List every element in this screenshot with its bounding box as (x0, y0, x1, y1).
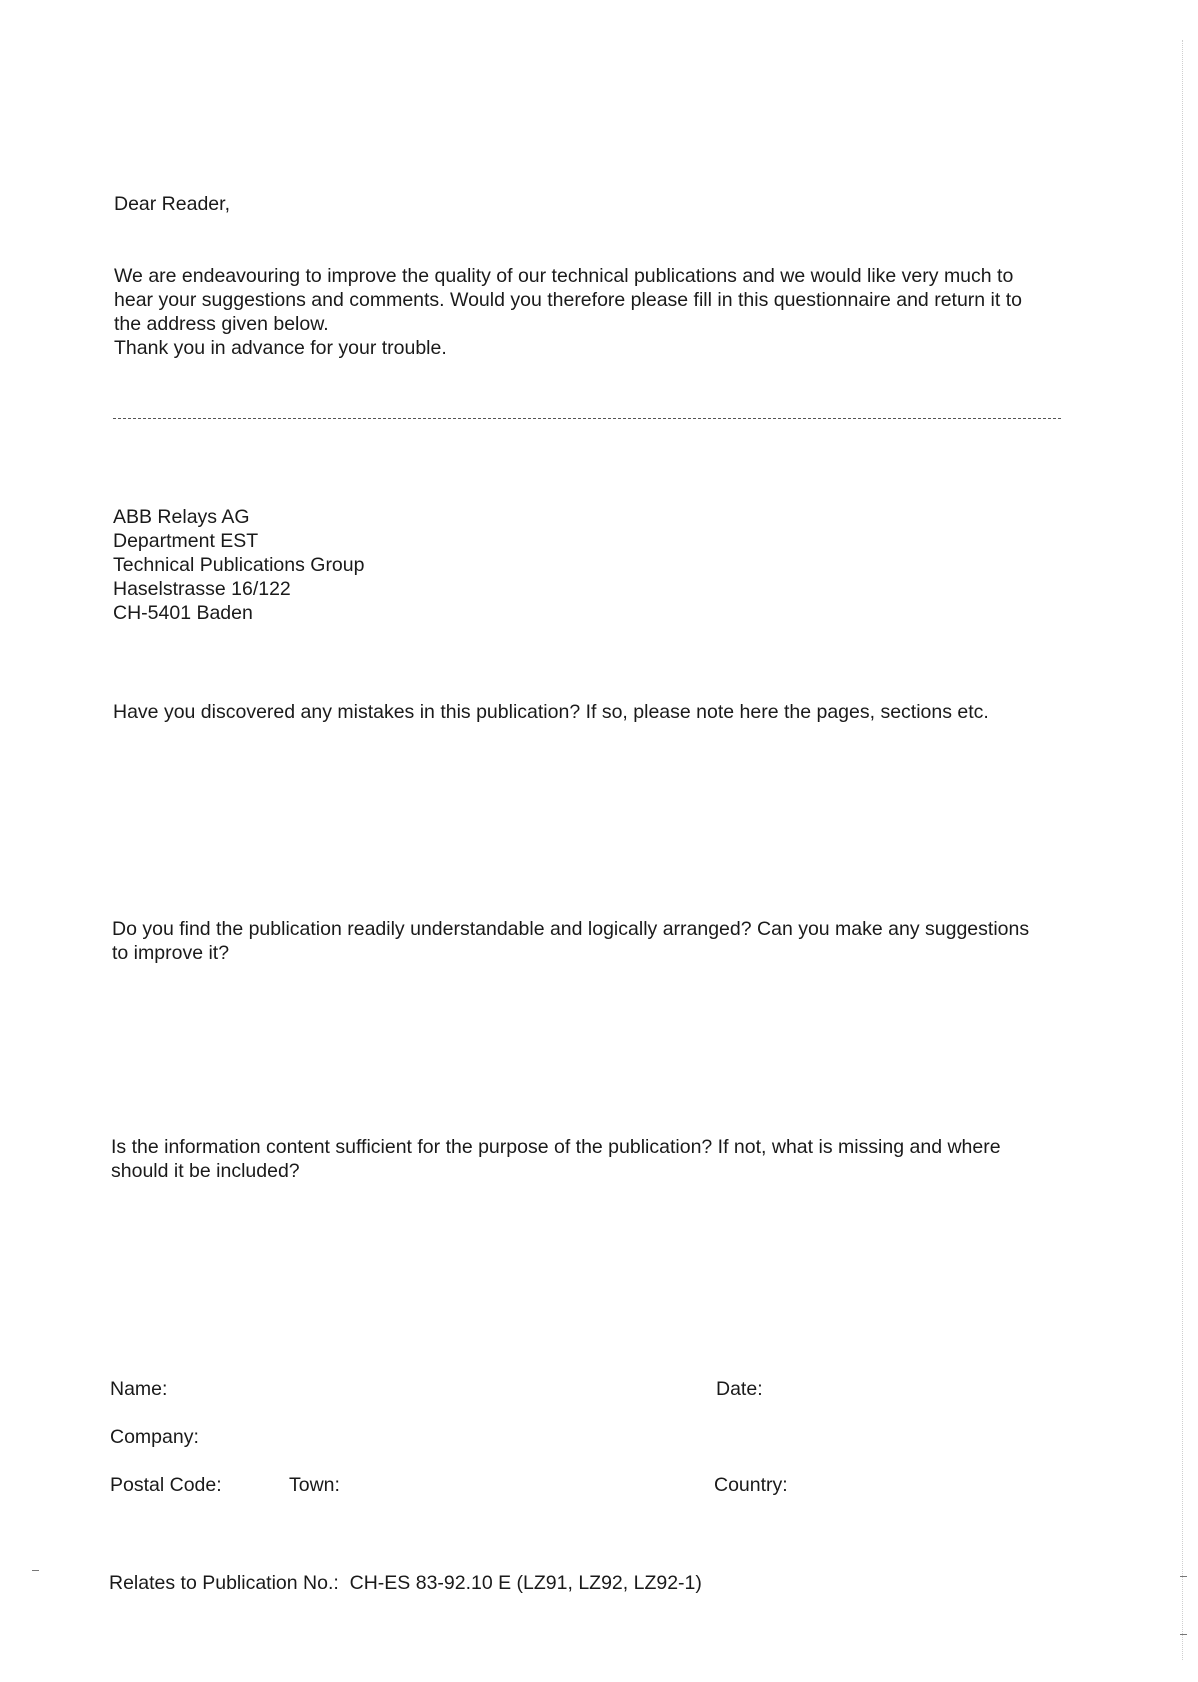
cut-line-separator (113, 418, 1061, 419)
question-understandable (112, 917, 1029, 965)
return-address (113, 505, 364, 625)
address-line: CH-5401 Baden (113, 602, 253, 624)
intro-line: We are endeavouring to improve the quality of our technical publications and we would like very much to (114, 265, 1014, 287)
relates-label: Relates to Publication No.: (109, 1572, 339, 1594)
publication-number: CH-ES 83-92.10 E (LZ91, LZ92, LZ92-1) (349, 1572, 702, 1594)
address-line: Technical Publications Group (113, 554, 365, 576)
intro-line: hear your suggestions and comments. Would you therefore please fill in this questionnaire and return it to (114, 289, 1022, 311)
intro-paragraph (114, 264, 1022, 360)
address-line: Department EST (113, 530, 259, 552)
intro-line: the address given below. (114, 313, 329, 335)
question-text: should it be included? (111, 1160, 300, 1182)
question-text: Is the information content sufficient for the purpose of the publication? If not, what is missing and where (111, 1136, 1001, 1158)
country-label: Country: (714, 1474, 788, 1496)
postal-code-label: Postal Code: (110, 1474, 222, 1496)
question-text: Do you find the publication readily understandable and logically arranged? Can you make any suggestions (112, 918, 1030, 940)
address-line: ABB Relays AG (113, 506, 250, 528)
address-line: Haselstrasse 16/122 (113, 578, 291, 600)
company-label: Company: (110, 1426, 199, 1448)
salutation-text: Dear Reader, (114, 193, 230, 215)
publication-reference-line (109, 1571, 702, 1595)
scan-mark (1180, 1576, 1187, 1577)
question-text: to improve it? (112, 942, 230, 964)
question-mistakes (113, 700, 989, 724)
intro-line: Thank you in advance for your trouble. (114, 337, 447, 359)
question-content-sufficient (111, 1135, 1001, 1183)
salutation (114, 192, 230, 216)
name-label: Name: (110, 1378, 168, 1400)
date-label: Date: (716, 1378, 763, 1400)
publication-reference (109, 1571, 702, 1595)
question-text: Have you discovered any mistakes in this publication? If so, please note here the pages, sections etc. (113, 701, 989, 723)
scan-edge-artifact (1182, 40, 1183, 1660)
scan-mark (32, 1570, 39, 1571)
scan-mark (1180, 1634, 1187, 1635)
town-label: Town: (289, 1474, 340, 1496)
